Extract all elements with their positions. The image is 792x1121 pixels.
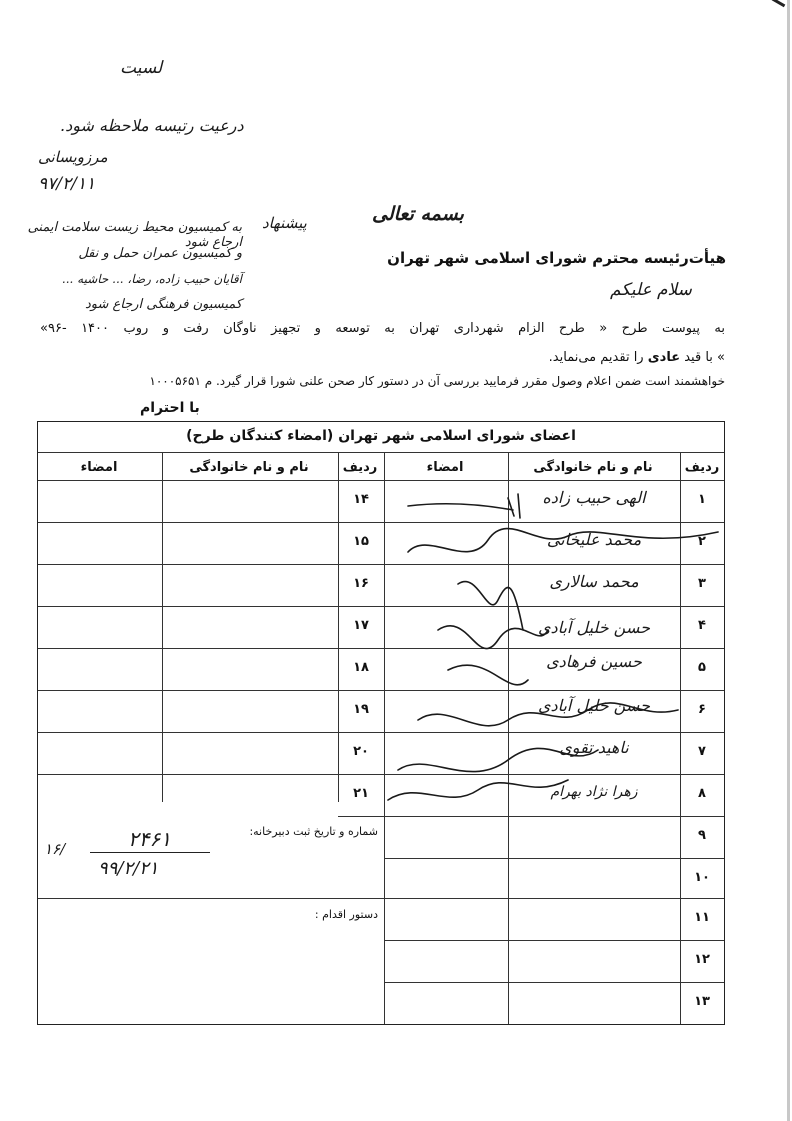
row-number: ۱۰	[694, 870, 710, 885]
closing: با احترام	[140, 400, 200, 416]
signature-stroke	[388, 780, 568, 800]
signatory-name: ناهید تقوی	[559, 738, 629, 757]
margin-note-a: لسیت	[120, 58, 163, 78]
signature-stroke	[438, 626, 548, 685]
signature-stroke	[408, 494, 520, 518]
signature-stroke	[458, 581, 523, 630]
row-number: ۱۴	[353, 492, 369, 507]
referral-line2: و کمیسیون عمران حمل و نقل	[78, 246, 242, 261]
row-number: ۹	[698, 828, 706, 843]
header-row-right: ردیف	[684, 460, 720, 475]
signatory-name: محمد علیخانی	[546, 530, 642, 549]
col-line	[162, 452, 163, 802]
row-number: ۵	[698, 660, 706, 675]
body-line2-bold: عادی	[647, 350, 681, 365]
referral-line4: کمیسیون فرهنگی ارجاع شود	[84, 297, 242, 312]
registry-date: ۹۹/۲/۲۱	[98, 858, 159, 879]
margin-note-c: مرزویسانی	[38, 148, 108, 166]
addressee: هیأت‌رئیسه محترم شورای اسلامی شهر تهران	[387, 249, 726, 267]
row-number: ۲۱	[353, 786, 369, 801]
row-number: ۱۷	[353, 618, 369, 633]
row-number: ۱۳	[694, 994, 710, 1009]
signatory-name: محمد سالاری	[549, 572, 639, 591]
signatory-name: الهی حبیب زاده	[542, 488, 646, 507]
header-handwritten: بسمه تعالی	[372, 203, 464, 225]
referral-label: پیشنهاد	[262, 214, 307, 232]
referral-line1: به کمیسیون محیط زیست سلامت ایمنی ارجاع شود	[27, 220, 242, 250]
action-label: دستور اقدام :	[314, 908, 378, 921]
body-line2-pre: » با قید	[684, 350, 725, 365]
row-number: ۳	[698, 576, 706, 591]
signatories-table	[37, 421, 725, 1025]
row-number: ۲	[698, 534, 706, 549]
row-number: ۱	[698, 492, 706, 507]
row-number: ۱۸	[353, 660, 369, 675]
body-line2	[549, 350, 725, 365]
header-sign-right: امضاء	[426, 460, 464, 475]
registry-label: شماره و تاریخ ثبت دبیرخانه:	[249, 825, 378, 838]
row-number: ۱۱	[694, 910, 710, 925]
page-edge	[787, 0, 790, 1121]
row-number: ۴	[698, 618, 706, 633]
signatures-scribble	[338, 480, 724, 820]
greeting: سلام علیکم	[610, 280, 692, 300]
row-number: ۱۲	[694, 952, 710, 967]
registry-prefix: ۱۶/	[44, 840, 66, 858]
signature-stroke	[408, 529, 718, 552]
body-line3: خواهشمند است ضمن اعلام وصول مقرر فرمایید بررسی آن در دستور کار صحن علنی شورا قرار گیرد. م ۱۰۰۰۵۶۵۱	[149, 374, 725, 388]
row-number: ۱۹	[353, 702, 369, 717]
row-number: ۸	[698, 786, 706, 801]
header-sign-left: امضاء	[80, 460, 118, 475]
table-title: اعضای شورای اسلامی شهر تهران (امضاء کنندگان طرح)	[186, 428, 576, 444]
signatory-name: زهرا نژاد بهرام	[550, 784, 638, 800]
header-name-left: نام و نام خانوادگی	[189, 460, 309, 475]
row-number: ۶	[698, 702, 706, 717]
header-row-left: ردیف	[342, 460, 378, 475]
row-number: ۷	[698, 744, 706, 759]
signatory-name: حسن خلیل آبادی	[537, 696, 651, 715]
row-line	[38, 898, 724, 899]
signature-stroke	[418, 703, 678, 726]
row-number: ۱۶	[353, 576, 369, 591]
row-line	[384, 940, 724, 941]
signatory-name: حسین فرهادی	[546, 652, 642, 671]
registry-fraction-line	[90, 852, 210, 853]
row-line	[384, 982, 724, 983]
row-number: ۱۵	[353, 534, 369, 549]
body-line2-post: را تقدیم می‌نماید.	[548, 350, 644, 365]
row-line	[384, 858, 724, 859]
table-divider	[38, 452, 724, 453]
registry-number: ۲۴۶۱	[128, 827, 171, 851]
header-name-right: نام و نام خانوادگی	[533, 460, 653, 475]
corner-mark	[765, 0, 786, 19]
margin-date: ۹۷/۲/۱۱	[38, 174, 96, 194]
margin-note-b: درعیت رتیسه ملاحظه شود.	[60, 116, 244, 135]
body-line1: به پیوست طرح « طرح الزام شهرداری تهران به توسعه و تجهیز ناوگان رفت و روب ۱۴۰۰ -۹۶»	[40, 321, 725, 336]
signatory-name: حسن خلیل آبادی	[537, 618, 651, 637]
referral-line3: آقایان حبیب زاده، رضا، ... حاشیه ...	[61, 272, 242, 286]
signature-stroke	[398, 748, 598, 771]
row-number: ۲۰	[353, 744, 369, 759]
